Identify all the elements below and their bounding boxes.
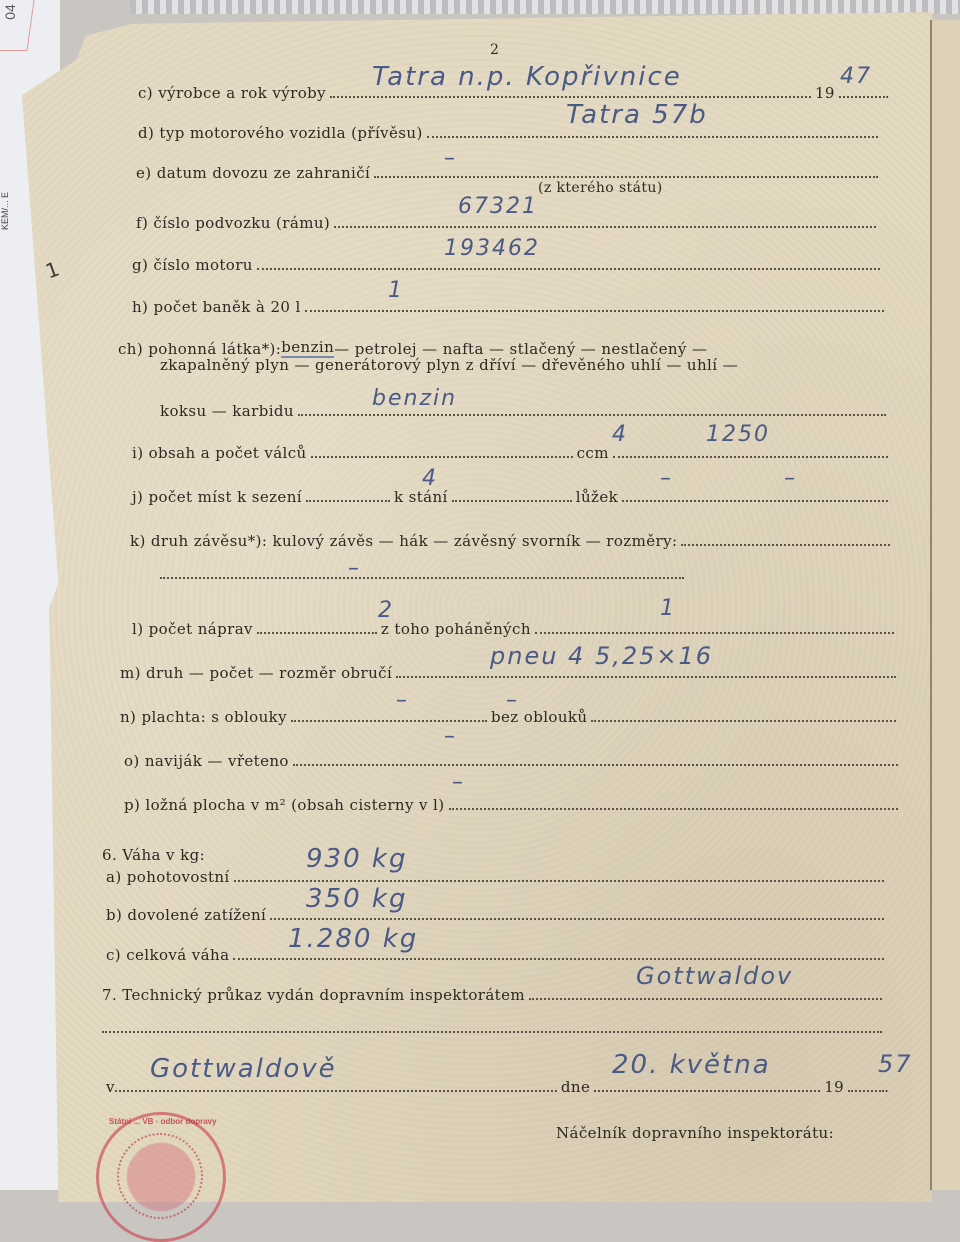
fill-line <box>535 631 894 634</box>
year-prefix: 19 <box>814 84 835 102</box>
weights-heading: 6. Váha v kg: <box>102 846 206 864</box>
page-number: 2 <box>490 42 499 58</box>
field-label: j) počet míst k sezení <box>132 488 302 506</box>
background-woven-mat <box>130 0 960 14</box>
period: . <box>884 84 890 102</box>
handwritten-driven-axles: 1 <box>660 596 676 621</box>
field-row-winch <box>124 752 898 770</box>
field-label: d) typ motorového vozidla (přívěsu) <box>138 124 423 142</box>
handwritten-import-date: – <box>444 146 457 171</box>
fill-line <box>848 1089 884 1092</box>
field-label: i) obsah a počet válců <box>132 444 307 462</box>
beds-label: lůžek <box>575 488 619 506</box>
handwritten-vehicle-type: Tatra 57b <box>566 100 708 130</box>
handwritten-manufacturer: Tatra n.p. Kopřivnice <box>372 62 682 92</box>
field-label: p) ložná plocha v m² (obsah cisterny v l) <box>124 796 445 814</box>
handwritten-seats: 4 <box>422 466 438 491</box>
handwritten-curb-weight: 930 kg <box>306 844 408 874</box>
field-label: l) počet náprav <box>132 620 253 638</box>
handwritten-total-weight: 1.280 kg <box>288 924 419 954</box>
field-row-seats <box>132 488 888 506</box>
field-label: o) naviják — vřeteno <box>124 752 289 770</box>
field-label: 7. Technický průkaz vydán dopravním inspektorátem <box>102 986 526 1004</box>
fill-line <box>330 95 811 98</box>
handwritten-with-arches: – <box>396 688 409 713</box>
year-prefix: 19 <box>824 1078 845 1096</box>
handwritten-ccm: 1250 <box>706 422 770 447</box>
fill-line <box>270 917 884 920</box>
fill-line <box>234 879 884 882</box>
fill-line <box>374 175 878 178</box>
stamp-inner-ring <box>117 1133 203 1219</box>
field-row-axles <box>132 620 894 638</box>
period: . <box>884 1078 890 1096</box>
document-page <box>22 12 932 1202</box>
field-label: k) druh závěsu*): kulový závěs — hák — závěsný svorník — rozměry: <box>130 532 678 550</box>
fill-line <box>452 499 572 502</box>
handwritten-year: 47 <box>840 64 872 89</box>
fill-line <box>681 543 890 546</box>
background-side-text: KEM/... E <box>0 191 10 230</box>
field-row-fuel-line3 <box>160 402 886 420</box>
field-row-displacement <box>132 444 888 462</box>
background-stub-number: 04 <box>1 4 18 20</box>
fill-line <box>591 719 896 722</box>
fill-line <box>160 576 684 579</box>
fill-line <box>427 135 878 138</box>
fill-line <box>305 309 884 312</box>
field-row-payload <box>106 906 884 924</box>
handwritten-cargo-area: – <box>452 770 465 795</box>
fill-line <box>449 807 899 810</box>
handwritten-date: 20. května <box>612 1050 771 1080</box>
adjacent-page-edge <box>930 20 960 1190</box>
fill-line <box>594 1089 820 1092</box>
field-row-fuel-line1 <box>118 338 707 358</box>
handwritten-beds: – <box>784 466 797 491</box>
handwritten-payload: 350 kg <box>306 884 408 914</box>
handwritten-tank-count: 1 <box>388 278 404 303</box>
official-stamp <box>96 1112 226 1242</box>
fill-line <box>613 455 888 458</box>
handwritten-without-arches: – <box>506 688 519 713</box>
fill-line <box>529 997 882 1000</box>
field-row-fuel-line2: zkapalněný plyn — generátorový plyn z dříví — dřevěného uhlí — uhlí — <box>160 356 738 374</box>
field-row-import-date <box>136 164 878 182</box>
handwritten-hitch: – <box>348 556 361 581</box>
field-label: h) počet baněk à 20 l <box>132 298 301 316</box>
field-label: b) dovolené zatížení <box>106 906 267 924</box>
handwritten-tyres: pneu 4 5,25×16 <box>490 642 714 670</box>
field-label: a) pohotovostní <box>106 868 230 886</box>
place-prefix: v <box>106 1078 115 1096</box>
year-fill-line <box>839 95 885 98</box>
field-label: n) plachta: s oblouky <box>120 708 288 726</box>
fill-line <box>257 267 880 270</box>
fill-line <box>334 225 876 228</box>
date-prefix: dne <box>560 1078 591 1096</box>
field-label: g) číslo motoru <box>132 256 253 274</box>
handwritten-chassis-number: 67321 <box>458 194 538 219</box>
field-row-hitch <box>130 532 890 550</box>
fill-line <box>396 675 896 678</box>
chief-label: Náčelník dopravního inspektorátu: <box>556 1124 835 1142</box>
fill-line <box>306 499 390 502</box>
fill-line <box>298 413 886 416</box>
fill-line <box>233 957 884 960</box>
handwritten-axles: 2 <box>378 598 394 623</box>
fill-line <box>622 499 888 502</box>
handwritten-place: Gottwaldově <box>150 1054 337 1084</box>
fill-line <box>311 455 573 458</box>
handwritten-standing: – <box>660 466 673 491</box>
fuel-options-rest: — petrolej — nafta — stlačený — nestlačený — <box>334 340 708 358</box>
field-row-curb-weight <box>106 868 884 886</box>
handwritten-year: 57 <box>878 1050 913 1078</box>
standing-label: k stání <box>393 488 448 506</box>
field-label: f) číslo podvozku (rámu) <box>136 214 331 232</box>
field-label: c) celková váha <box>106 946 230 964</box>
field-row-cargo-area <box>124 796 898 814</box>
fill-line <box>102 1030 882 1033</box>
field-label: e) datum dovozu ze zahraničí <box>136 164 371 182</box>
without-arches-label: bez oblouků <box>491 708 588 726</box>
fuel-option-benzin-underlined: benzin <box>281 338 335 356</box>
field-row-issued-by-line2 <box>102 1030 882 1037</box>
handwritten-fuel: benzin <box>372 386 458 411</box>
field-label: m) druh — počet — rozměr obručí <box>120 664 393 682</box>
handwritten-issued-by: Gottwaldov <box>636 962 794 990</box>
handwritten-cylinders: 4 <box>612 422 628 447</box>
fill-line <box>257 631 377 634</box>
fill-line <box>291 719 487 722</box>
fill-line <box>293 763 898 766</box>
field-row-tank-count <box>132 298 884 316</box>
field-row-vehicle-type <box>138 124 878 142</box>
field-label: c) výrobce a rok výroby <box>138 84 327 102</box>
handwritten-winch: – <box>444 724 457 749</box>
margin-pencil-mark: 1 <box>42 256 63 284</box>
stamp-text: Státní ... VB · odbor dopravy <box>109 1117 217 1126</box>
field-label: ch) pohonná látka*): <box>118 340 282 358</box>
unit-label: ccm <box>576 444 609 462</box>
sublabel-country: (z kterého státu) <box>538 180 663 196</box>
field-label: koksu — karbidu <box>160 402 294 420</box>
fill-line <box>115 1089 557 1092</box>
driven-label: z toho poháněných <box>380 620 531 638</box>
handwritten-engine-number: 193462 <box>444 236 540 261</box>
field-row-hitch-line2 <box>160 576 684 583</box>
